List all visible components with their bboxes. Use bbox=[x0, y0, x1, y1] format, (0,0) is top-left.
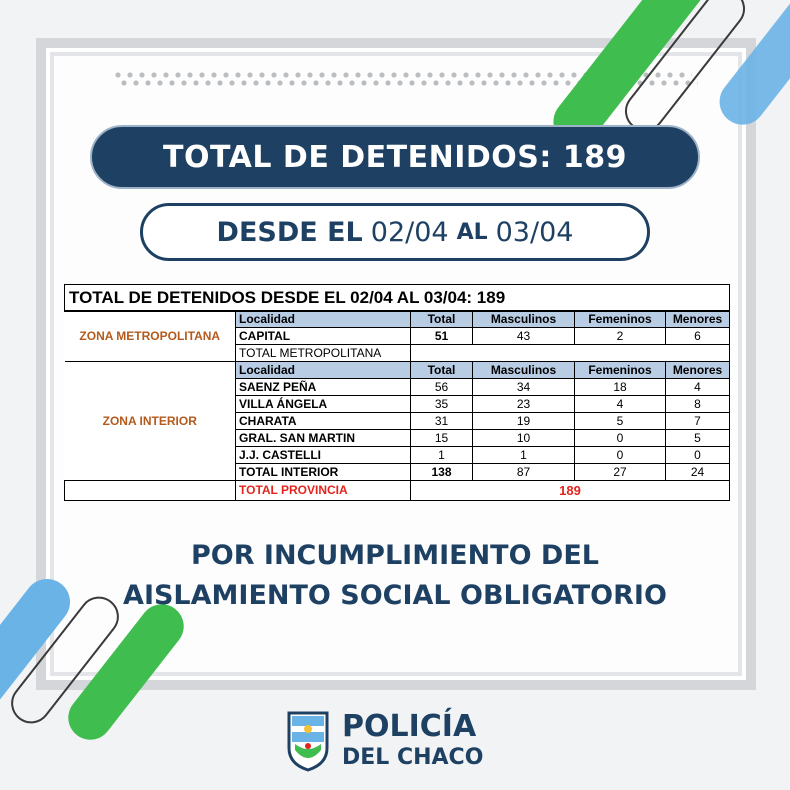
col-masculinos: Masculinos bbox=[473, 311, 575, 328]
banner-title: TOTAL DE DETENIDOS: 189 bbox=[163, 139, 627, 175]
cell-femeninos: 5 bbox=[575, 413, 666, 430]
cell-total: 15 bbox=[411, 430, 473, 447]
cell-localidad: CHARATA bbox=[236, 413, 411, 430]
police-shield-icon bbox=[286, 710, 330, 772]
cell-femeninos: 18 bbox=[575, 379, 666, 396]
cell-femeninos: 0 bbox=[575, 430, 666, 447]
cell-menores: 7 bbox=[666, 413, 730, 430]
cell-masculinos: 19 bbox=[473, 413, 575, 430]
table-title-row bbox=[65, 285, 730, 311]
cell-total: 1 bbox=[411, 447, 473, 464]
period-pill bbox=[140, 203, 650, 261]
period-to: 03/04 bbox=[495, 216, 574, 248]
cell-menores: 6 bbox=[666, 328, 730, 345]
table-header-row bbox=[65, 362, 730, 379]
cell-total: 138 bbox=[411, 464, 473, 481]
cell-masculinos: 43 bbox=[473, 328, 575, 345]
cell-masculinos: 23 bbox=[473, 396, 575, 413]
cell-menores: 0 bbox=[666, 447, 730, 464]
col-menores: Menores bbox=[666, 362, 730, 379]
cell-localidad: CAPITAL bbox=[236, 328, 411, 345]
reason-line-1: POR INCUMPLIMIENTO DEL bbox=[190, 540, 599, 571]
detenidos-table bbox=[64, 284, 730, 501]
zone-interior-label: ZONA INTERIOR bbox=[65, 362, 236, 481]
cell-total-provincia-label: TOTAL PROVINCIA bbox=[236, 481, 411, 501]
cell-localidad: GRAL. SAN MARTIN bbox=[236, 430, 411, 447]
period-from: 02/04 bbox=[370, 216, 449, 248]
cell-femeninos: 0 bbox=[575, 447, 666, 464]
cell-menores: 5 bbox=[666, 430, 730, 447]
table-title: TOTAL DE DETENIDOS DESDE EL 02/04 AL 03/04: 189 bbox=[65, 285, 730, 311]
col-menores: Menores bbox=[666, 311, 730, 328]
col-total: Total bbox=[411, 311, 473, 328]
cell-femeninos: 2 bbox=[575, 328, 666, 345]
cell-empty bbox=[65, 481, 236, 501]
cell-localidad: SAENZ PEÑA bbox=[236, 379, 411, 396]
cell-menores: 24 bbox=[666, 464, 730, 481]
cell-total: 51 bbox=[411, 328, 473, 345]
cell-masculinos: 87 bbox=[473, 464, 575, 481]
col-femeninos: Femeninos bbox=[575, 362, 666, 379]
col-localidad: Localidad bbox=[236, 311, 411, 328]
cell-localidad: VILLA ÁNGELA bbox=[236, 396, 411, 413]
cell-total: 31 bbox=[411, 413, 473, 430]
cell-total: 35 bbox=[411, 396, 473, 413]
period-join: AL bbox=[456, 219, 488, 245]
cell-femeninos: 27 bbox=[575, 464, 666, 481]
cell-masculinos: 10 bbox=[473, 430, 575, 447]
period-lead: DESDE EL bbox=[216, 216, 363, 248]
cell-total-interior-label: TOTAL INTERIOR bbox=[236, 464, 411, 481]
cell-masculinos: 34 bbox=[473, 379, 575, 396]
cell-menores: 4 bbox=[666, 379, 730, 396]
reason-line-2: AISLAMIENTO SOCIAL OBLIGATORIO bbox=[123, 580, 667, 611]
col-total: Total bbox=[411, 362, 473, 379]
col-localidad: Localidad bbox=[236, 362, 411, 379]
cell-empty bbox=[411, 345, 730, 362]
col-femeninos: Femeninos bbox=[575, 311, 666, 328]
cell-total-provincia-value: 189 bbox=[411, 481, 730, 501]
cell-total: 56 bbox=[411, 379, 473, 396]
cell-total-metropolitana-label: TOTAL METROPOLITANA bbox=[236, 345, 411, 362]
table-header-row bbox=[65, 311, 730, 328]
logo-text bbox=[342, 710, 483, 772]
cell-menores: 8 bbox=[666, 396, 730, 413]
reason-text bbox=[60, 536, 730, 616]
table-row-total-provincia bbox=[65, 481, 730, 501]
zone-metropolitana-label: ZONA METROPOLITANA bbox=[65, 311, 236, 362]
policia-logo bbox=[286, 706, 483, 776]
cell-masculinos: 1 bbox=[473, 447, 575, 464]
logo-line-1: POLICÍA bbox=[342, 709, 477, 744]
cell-femeninos: 4 bbox=[575, 396, 666, 413]
total-detenidos-banner bbox=[90, 125, 700, 189]
logo-line-2: DEL CHACO bbox=[342, 745, 484, 770]
cell-localidad: J.J. CASTELLI bbox=[236, 447, 411, 464]
col-masculinos: Masculinos bbox=[473, 362, 575, 379]
